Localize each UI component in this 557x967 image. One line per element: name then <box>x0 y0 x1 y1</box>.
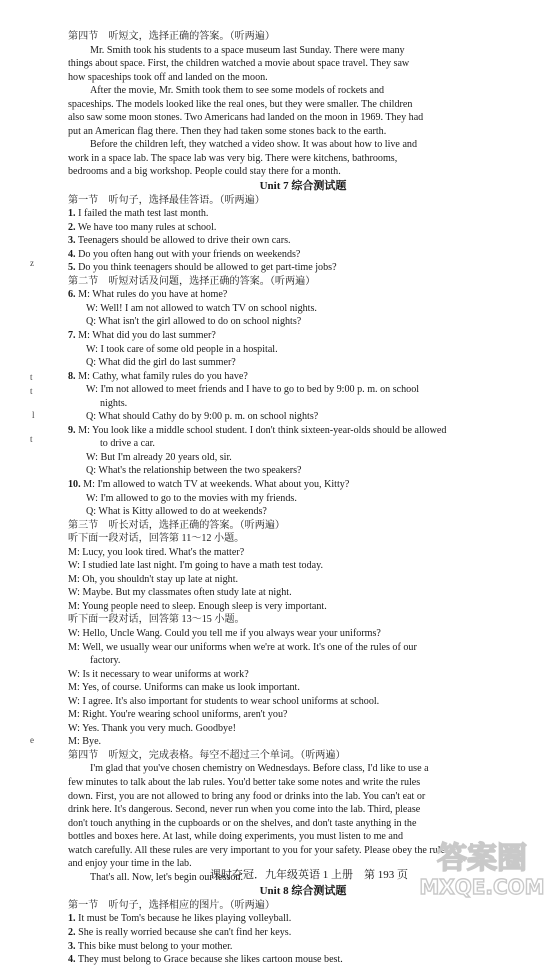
dialog-line: W: I studied late last night. I'm going to have a math test today. <box>68 560 324 572</box>
passage-line: Mr. Smith took his students to a space museum last Sunday. There were many <box>90 44 405 56</box>
watermark-logo <box>412 830 552 902</box>
dialog-line: Q: What did the girl do last summer? <box>86 357 236 369</box>
dialog-line: 6. M: What rules do you have at home? <box>68 289 228 301</box>
dialog-line: W: I'm not allowed to meet friends and I have to go to bed by 9:00 p. m. on school <box>86 384 420 396</box>
dialog-line: Q: What's the relationship between the two speakers? <box>86 465 302 477</box>
unit-title: Unit 7 综合测试题 <box>259 180 347 193</box>
list-item: 1. I failed the math test last month. <box>68 208 209 220</box>
dialog-line: M: Bye. <box>68 736 102 748</box>
passage-line: watch carefully. All these rules are very important to you for your safety. Please obey the rules <box>68 844 450 856</box>
dialog-line: W: Is it necessary to wear uniforms at work? <box>68 668 249 680</box>
list-item: 3. This bike must belong to your mother. <box>68 940 233 952</box>
passage-line: spaceships. The models looked like the real ones, but they were smaller. The children <box>68 98 413 110</box>
dialog-line: to drive a car. <box>100 438 155 450</box>
dialog-line: W: Hello, Uncle Wang. Could you tell me if you always wear your uniforms? <box>68 628 381 640</box>
dialog-line: M: Yes, of course. Uniforms can make us look important. <box>68 682 300 694</box>
list-item: 4. Do you often hang out with your friends on weekends? <box>68 248 301 260</box>
passage-line: After the movie, Mr. Smith took them to see some models of rockets and <box>90 85 385 97</box>
passage-line: also saw some moon stones. Two Americans had landed on the moon in 1969. They had <box>68 112 424 124</box>
watermark-url: MXQE.COM <box>419 875 545 899</box>
conversation-intro: 听下面一段对话，回答第 11～12 小题。 <box>68 533 245 545</box>
passage-line: how spaceships took off and landed on the moon. <box>68 71 268 83</box>
dialog-line: factory. <box>90 655 121 667</box>
dialog-line: W: I took care of some old people in a hospital. <box>86 343 278 355</box>
margin-mark: z <box>30 258 34 268</box>
dialog-line: 10. M: I'm allowed to watch TV at weekends. What about you, Kitty? <box>68 479 350 490</box>
dialog-line: 9. M: You look like a middle school student. I don't think sixteen-year-olds should be allowed <box>68 424 447 436</box>
section-heading: 第三节 听长对话，选择正确的答案。（听两遍） <box>68 519 286 531</box>
dialog-line: W: I'm allowed to go to the movies with my friends. <box>86 492 297 504</box>
dialog-line: M: Oh, you shouldn't stay up late at night. <box>68 573 239 585</box>
dialog-line: M: Well, we usually wear our uniforms when we're at work. It's one of the rules of our <box>68 641 417 653</box>
passage-line: don't touch anything in the cupboards or on the shelves, and don't taste anything in the <box>68 817 417 829</box>
dialog-line: Q: What isn't the girl allowed to do on school nights? <box>86 316 302 328</box>
page-footer: 课时夺冠．九年级英语 1 上册 第 193 页 <box>210 869 408 881</box>
passage-line: put an American flag there. Then they had taken some stones back to the earth. <box>68 125 387 137</box>
dialog-line: M: Right. You're wearing school uniforms, aren't you? <box>68 709 288 721</box>
dialog-line: 7. M: What did you do last summer? <box>68 329 216 341</box>
margin-mark: l <box>32 410 35 420</box>
section-heading: 第四节 听短文，选择正确的答案。（听两遍） <box>68 31 275 42</box>
watermark-text: 答案圈 <box>437 841 527 876</box>
margin-mark: e <box>30 735 34 745</box>
dialog-line: M: Young people need to sleep. Enough sleep is very important. <box>68 600 327 612</box>
passage-line: things about space. First, the children watched a movie about space travel. They saw <box>68 58 410 70</box>
dialog-line: Q: What is Kitty allowed to do at weekends? <box>86 506 267 518</box>
list-item: 5. Do you think teenagers should be allowed to get part-time jobs? <box>68 262 337 274</box>
passage-line: Before the children left, they watched a video show. It was about how to live and <box>90 139 418 151</box>
list-item: 4. They must belong to Grace because she likes cartoon mouse best. <box>68 954 343 966</box>
section-heading: 第一节 听句子，选择相应的图片。（听两遍） <box>68 899 275 911</box>
dialog-line: W: Well! I am not allowed to watch TV on school nights. <box>86 302 317 314</box>
dialog-line: Q: What should Cathy do by 9:00 p. m. on school nights? <box>86 411 319 423</box>
margin-mark: t <box>30 434 33 444</box>
passage-line: bedrooms and a big workshop. People could stay there for a month. <box>68 166 341 178</box>
list-item: 2. She is really worried because she can't find her keys. <box>68 927 292 938</box>
passage-line: work in a space lab. The space lab was very big. There were kitchens, bathrooms, <box>68 152 398 164</box>
section-heading: 第二节 听短对话及问题，选择正确的答案。（听两遍） <box>68 275 316 287</box>
unit-title: Unit 8 综合测试题 <box>259 885 347 898</box>
dialog-line: W: I agree. It's also important for students to wear school uniforms at school. <box>68 695 380 707</box>
dialog-line: W: Yes. Thank you very much. Goodbye! <box>68 722 236 734</box>
dialog-line: nights. <box>100 397 128 409</box>
dialog-line: M: Lucy, you look tired. What's the matter? <box>68 546 245 558</box>
passage-line: bottles and boxes here. At last, while doing experiments, you must listen to me and <box>68 831 404 843</box>
passage-line: and enjoy your time in the lab. <box>68 858 192 870</box>
dialog-line: W: But I'm already 20 years old, sir. <box>86 451 232 463</box>
section-heading: 第四节 听短文，完成表格。每空不超过三个单词。（听两遍） <box>68 749 346 761</box>
page-body <box>68 30 538 967</box>
list-item: 1. It must be Tom's because he likes playing volleyball. <box>68 913 292 925</box>
passage-line: drink here. It's dangerous. Second, never run when you come into the lab. Third, please <box>68 804 421 816</box>
margin-mark: t <box>30 372 33 382</box>
passage-line: few minutes to talk about the lab rules. You'd better take some notes and write the rules <box>68 777 421 789</box>
section-heading: 第一节 听句子，选择最佳答语。（听两遍） <box>68 194 265 206</box>
passage-line: That's all. Now, let's begin our lesson. <box>90 871 243 883</box>
conversation-intro: 听下面一段对话，回答第 13～15 小题。 <box>68 614 245 626</box>
dialog-line: 8. M: Cathy, what family rules do you have? <box>68 370 248 382</box>
margin-mark: t <box>30 386 33 396</box>
passage-line: I'm glad that you've chosen chemistry on Wednesdays. Before class, I'd like to use a <box>90 763 429 775</box>
passage-line: down. First, you are not allowed to bring any food or drinks into the lab. You can't eat or <box>68 790 426 802</box>
dialog-line: W: Maybe. But my classmates often study late at night. <box>68 587 292 599</box>
list-item: 3. Teenagers should be allowed to drive their own cars. <box>68 235 291 247</box>
list-item: 2. We have too many rules at school. <box>68 221 217 233</box>
